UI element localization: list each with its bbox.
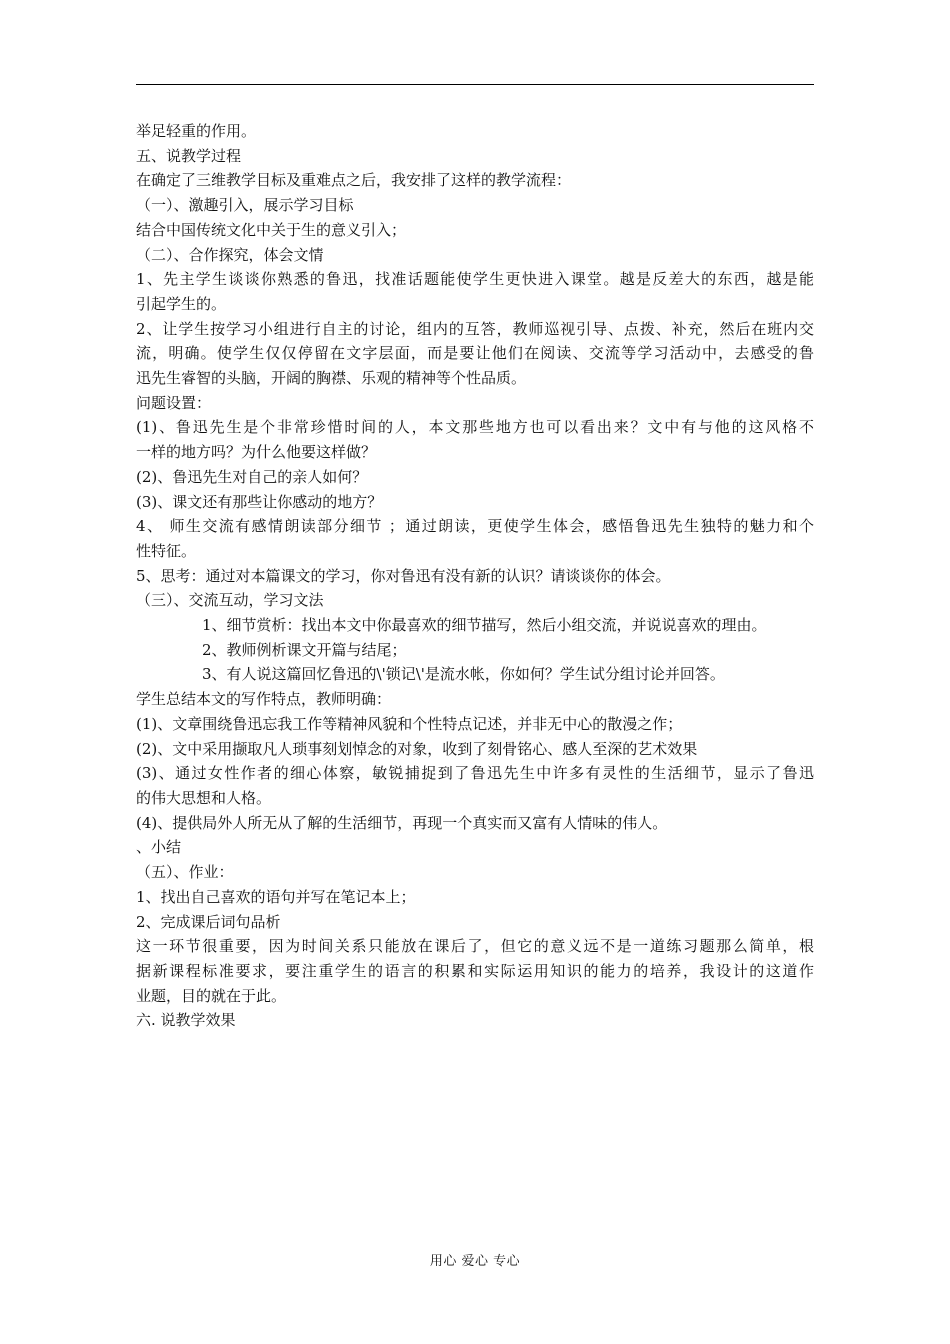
text-line: (4)、提供局外人所无从了解的生活细节，再现一个真实而又富有人情味的伟人。 — [136, 813, 668, 832]
text-line: 学生总结本文的写作特点，教师明确： — [136, 690, 392, 709]
subsection-heading: （五）、作业： — [136, 863, 234, 882]
text-line: (3)、课文还有那些让你感动的地方？ — [136, 492, 383, 511]
text-line: 在确定了三维教学目标及重难点之后，我安排了这样的教学流程： — [136, 171, 572, 190]
text-line: (2)、鲁迅先生对自己的亲人如何？ — [136, 467, 368, 486]
text-line: 、小结 — [136, 838, 182, 857]
text-line: 的伟大思想和人格。 — [136, 788, 272, 807]
text-line: 1、找出自己喜欢的语句并写在笔记本上； — [136, 887, 416, 906]
text-line: (3)、通过女性作者的细心体察，敏锐捕捉到了鲁迅先生中许多有灵性的生活细节，显示了鲁迅 — [136, 764, 814, 783]
subsection-heading: （三）、交流互动，学习文法 — [136, 591, 324, 610]
text-line: (1)、文章围绕鲁迅忘我工作等精神风貌和个性特点记述，并非无中心的散漫之作； — [136, 714, 683, 733]
text-line: 迅先生睿智的头脑，开阔的胸襟、乐观的精神等个性品质。 — [136, 369, 527, 388]
section-heading: 六. 说教学效果 — [136, 1011, 236, 1030]
text-line: 业题，目的就在于此。 — [136, 986, 287, 1005]
text-line: 4、 师生交流有感情朗读部分细节 ；通过朗读，更使学生体会，感悟鲁迅先生独特的魅力和个 — [136, 517, 814, 536]
subsection-heading: （一）、激趣引入，展示学习目标 — [136, 196, 354, 215]
text-line: 5、思考：通过对本篇课文的学习，你对鲁迅有没有新的认识？请谈谈你的体会。 — [136, 566, 671, 585]
text-line: 举足轻重的作用。 — [136, 122, 257, 140]
text-line: (2)、文中采用撷取凡人琐事刻划悼念的对象，收到了刻骨铭心、感人至深的艺术效果 — [136, 739, 698, 758]
text-line: 结合中国传统文化中关于生的意义引入； — [136, 220, 407, 239]
text-line: 1、先主学生谈谈你熟悉的鲁迅，找准话题能使学生更快进入课堂。越是反差大的东西，越是能 — [136, 270, 814, 289]
text-line: 2、教师例析课文开篇与结尾； — [202, 640, 407, 659]
text-line: 引起学生的。 — [136, 294, 227, 313]
document-body — [136, 119, 816, 1033]
text-line: 这一环节很重要，因为时间关系只能放在课后了，但它的意义远不是一道练习题那么简单，根 — [136, 937, 814, 956]
text-line: 2、完成课后词句品析 — [136, 912, 281, 931]
text-line: 问题设置： — [136, 393, 212, 412]
text-line: 3、有人说这篇回忆鲁迅的\'锁记\'是流水帐，你如何？学生试分组讨论并回答。 — [202, 665, 725, 684]
page-footer: 用心 爱心 专心 — [429, 1254, 521, 1269]
text-line: 2、让学生按学习小组进行自主的讨论，组内的互答，教师巡视引导、点拨、补充，然后在班内交 — [136, 319, 814, 338]
text-line: 1、细节赏析：找出本文中你最喜欢的细节描写，然后小组交流，并说说喜欢的理由。 — [202, 616, 767, 635]
text-line: 一样的地方吗？为什么他要这样做？ — [136, 443, 377, 462]
subsection-heading: （二）、合作探究，体会文情 — [136, 245, 324, 264]
text-line: (1)、鲁迅先生是个非常珍惜时间的人，本文那些地方也可以看出来？文中有与他的这风格不 — [136, 418, 814, 437]
text-line: 流，明确。使学生仅仅停留在文字层面，而是要让他们在阅读、交流等学习活动中，去感受的鲁 — [136, 344, 814, 363]
text-line: 据新课程标准要求，要注重学生的语言的积累和实际运用知识的能力的培养，我设计的这道作 — [136, 961, 814, 980]
section-heading: 五、说教学过程 — [136, 146, 242, 165]
header-rule — [136, 84, 814, 85]
text-line: 性特征。 — [136, 541, 197, 560]
